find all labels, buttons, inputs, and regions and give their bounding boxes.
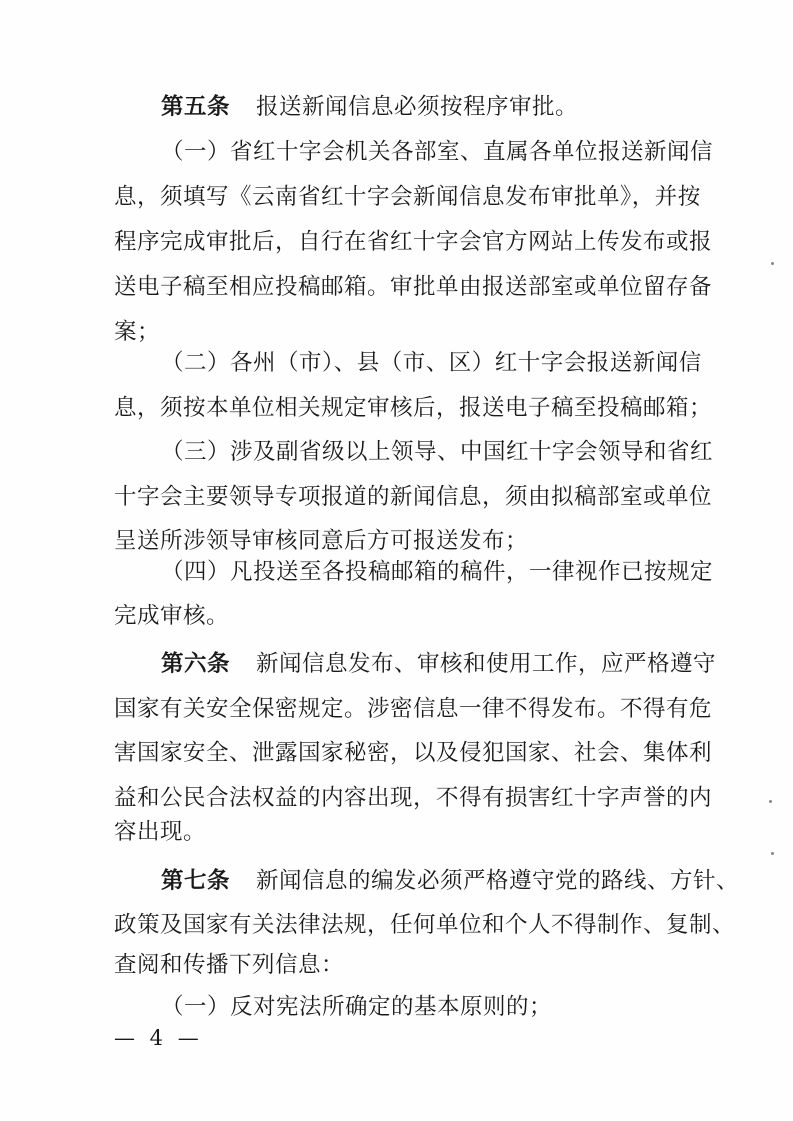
art6-line-2: 国家有关安全保密规定。涉密信息一律不得发布。不得有危	[114, 696, 713, 722]
page-number: — 4 —	[114, 1026, 203, 1050]
art5-item3-line-1: （三）涉及副省级以上领导、中国红十字会领导和省红	[161, 439, 714, 465]
art7-line-3: 查阅和传播下列信息：	[114, 952, 345, 978]
art5-item1-line-2: 息，须填写《云南省红十字会新闻信息发布审批单》，并按	[114, 184, 701, 210]
art5-item1-line-5: 案；	[114, 319, 161, 345]
article-5-title: 报送新闻信息必须按程序审批。	[256, 94, 579, 120]
art7-item1: （一）反对宪法所确定的基本原则的；	[161, 994, 553, 1020]
article-7-first: 新闻信息的编发必须严格遵守党的路线、方针、	[256, 868, 740, 894]
art5-item4-line-2: 完成审核。	[114, 603, 230, 629]
art6-line-4: 益和公民合法权益的内容出现，不得有损害红十字声誉的内	[114, 785, 713, 811]
article-5-heading: 第五条	[161, 94, 231, 120]
article-6-first: 新闻信息发布、审核和使用工作，应严格遵守	[256, 651, 717, 677]
art5-item3-line-2: 十字会主要领导专项报道的新闻信息，须由拟稿部室或单位	[114, 484, 713, 510]
scan-speck	[769, 800, 772, 803]
article-6-heading-line	[161, 649, 717, 679]
art5-item1-line-3: 程序完成审批后，自行在省红十字会官方网站上传发布或报	[114, 229, 713, 255]
scan-speck	[771, 262, 774, 265]
article-6-heading: 第六条	[161, 651, 231, 677]
article-7-heading-line	[161, 866, 740, 896]
art5-item1-line-4: 送电子稿至相应投稿邮箱。审批单由报送部室或单位留存备	[114, 274, 713, 300]
article-5-heading-line	[161, 92, 684, 122]
article-7-heading: 第七条	[161, 868, 231, 894]
art5-item3-line-3: 呈送所涉领导审核同意后方可报送发布；	[114, 528, 529, 554]
art7-line-2: 政策及国家有关法律法规，任何单位和个人不得制作、复制、	[114, 912, 736, 938]
art6-line-3: 害国家安全、泄露国家秘密，以及侵犯国家、社会、集体利	[114, 740, 713, 766]
art5-item4-line-1: （四）凡投送至各投稿邮箱的稿件，一律视作已按规定	[161, 559, 714, 585]
art5-item2-line-1: （二）各州（市）、县（市、区）红十字会报送新闻信	[161, 350, 702, 376]
art5-item1-line-1: （一）省红十字会机关各部室、直属各单位报送新闻信	[161, 139, 714, 165]
scan-speck	[771, 852, 774, 855]
art6-line-5: 容出现。	[114, 819, 207, 845]
art5-item2-line-2: 息，须按本单位相关规定审核后，报送电子稿至投稿邮箱；	[114, 395, 713, 421]
